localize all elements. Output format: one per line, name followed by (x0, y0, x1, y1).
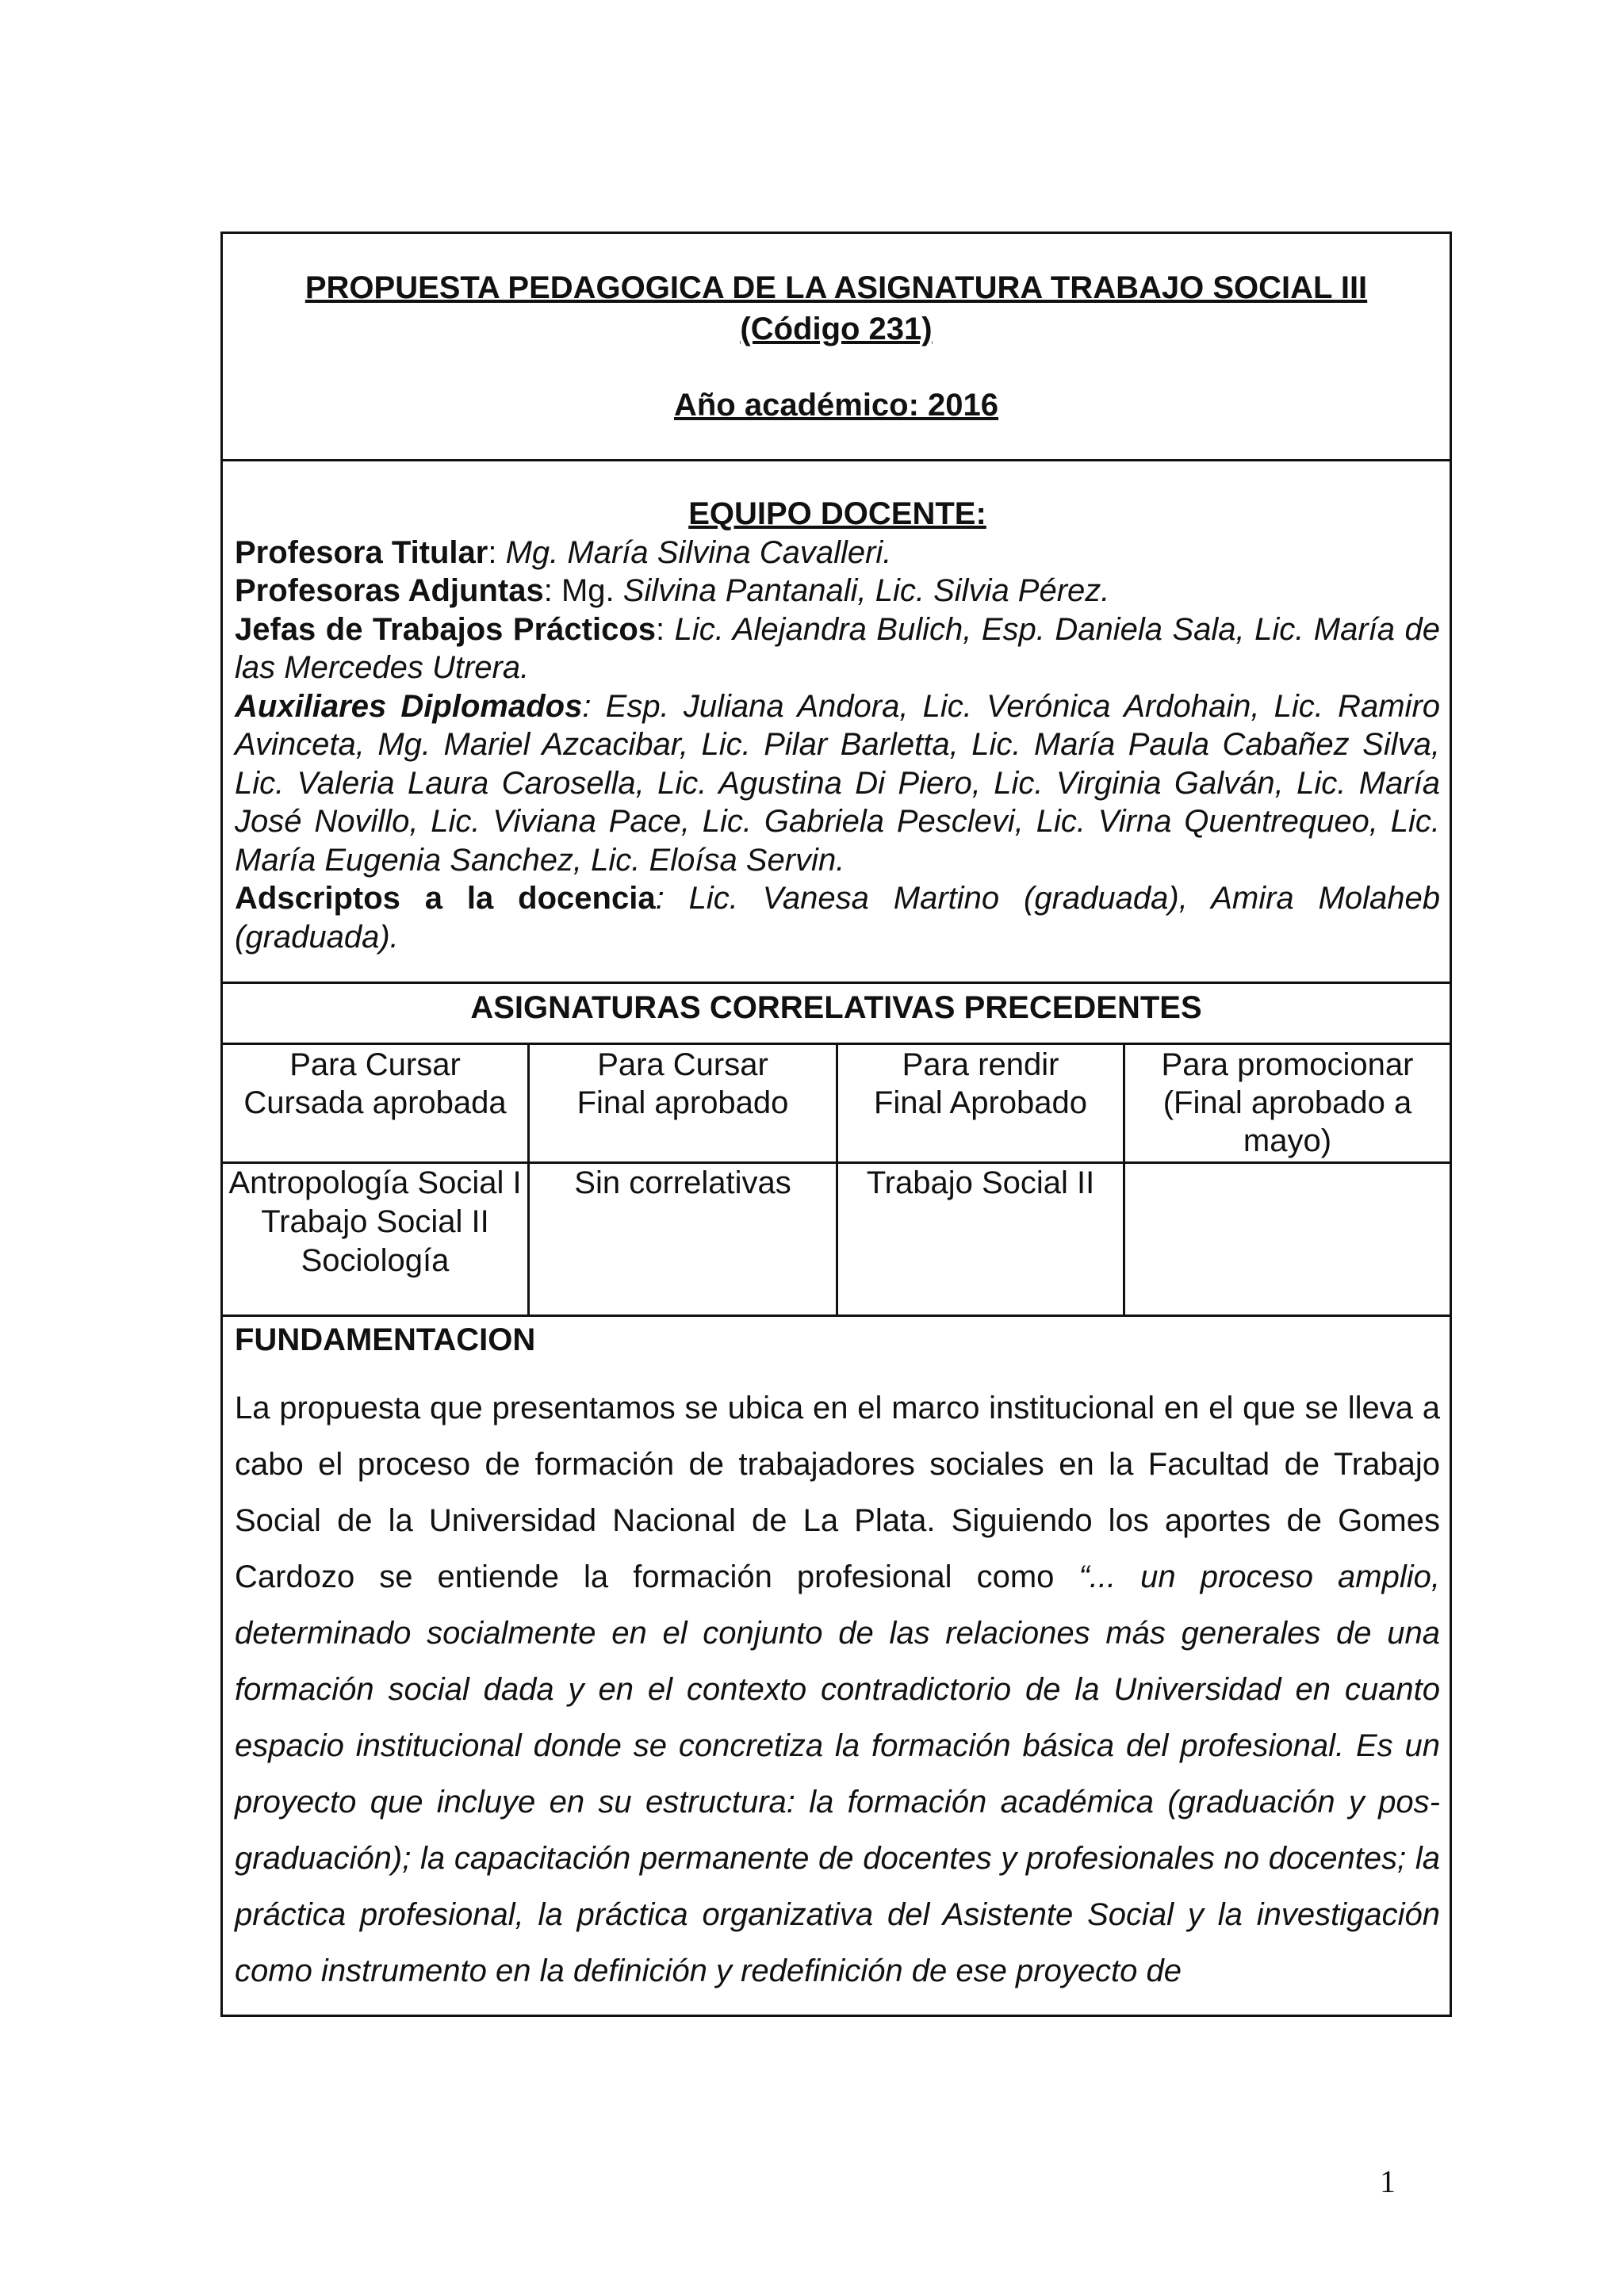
cell-rendir: Trabajo Social II (838, 1164, 1125, 1314)
adjuntas-value-prefix: Mg. (561, 573, 615, 608)
correlativas-header-row (223, 1045, 1450, 1164)
jtp-label: Jefas de Trabajos Prácticos (235, 611, 656, 647)
correlativas-heading: ASIGNATURAS CORRELATIVAS PRECEDENTES (223, 984, 1450, 1045)
auxiliares-row: Auxiliares Diplomados: Esp. Juliana Andora, Lic. Verónica Ardohain, Lic. Ramiro Avinceta, Mg. Mariel Azcacibar, Lic. Pilar Barletta, Lic. María Paula Cabañez Silva, Lic. Valeria Laura Carosella, Lic. Agustina Di Piero, Lic. Virginia Galván, Lic. María José Novillo, Lic. Viviana Pace, Lic. Gabriela Pesclevi, Lic. Virna Quentrequeo, Lic. María Eugenia Sanchez, Lic. Eloísa Servin. (235, 688, 1441, 878)
document-title: PROPUESTA PEDAGOGICA DE LA ASIGNATURA TRABAJO SOCIAL III (304, 270, 1368, 305)
document-frame (220, 232, 1452, 2017)
adjuntas-label: Profesoras Adjuntas (235, 573, 544, 608)
correlativas-value-row (223, 1164, 1450, 1314)
auxiliares-value: Esp. Juliana Andora, Lic. Verónica Ardohain, Lic. Ramiro Avinceta, Mg. Mariel Azcacibar, Lic. Pilar Barletta, Lic. María Paula Cabañez Silva, Lic. Valeria Laura Carosella, Lic. Agustina Di Piero, Lic. Virginia Galván, Lic. María José Novillo, Lic. Viviana Pace, Lic. Gabriela Pesclevi, Lic. Virna Quentrequeo, Lic. María Eugenia Sanchez, Lic. Eloísa Servin. (235, 688, 1441, 878)
jtp-value: Lic. Alejandra Bulich, Esp. Daniela Sala, Lic. María de las Mercedes Utrera. (235, 611, 1440, 685)
title-section (223, 234, 1450, 461)
fundamentacion-paragraph (235, 1380, 1440, 1999)
titular-value: Mg. María Silvina Cavalleri. (505, 534, 892, 570)
jtp-row: Jefas de Trabajos Prácticos: Lic. Alejandra Bulich, Esp. Daniela Sala, Lic. María de las Mercedes Utrera. (235, 611, 1440, 685)
col-header-promocionar: Para promocionar (Final aprobado a mayo) (1161, 1047, 1414, 1158)
cell-cursar-final: Sin correlativas (530, 1164, 838, 1314)
titular-row: Profesora Titular: Mg. María Silvina Cavalleri. (235, 534, 892, 570)
adscriptos-label: Adscriptos a la docencia (235, 881, 656, 916)
titular-label: Profesora Titular (235, 534, 488, 570)
col-header-cursar-cursada: Para Cursar Cursada aprobada (223, 1045, 530, 1161)
auxiliares-label: Auxiliares Diplomados (235, 688, 583, 724)
adscriptos-value: Lic. Vanesa Martino (graduada), Amira Molaheb (graduada). (235, 881, 1440, 955)
cell-cursar-cursada: Antropología Social I Trabajo Social II Sociología (223, 1164, 530, 1314)
subject-code: (Código 231) (740, 312, 933, 346)
adscriptos-row: Adscriptos a la docencia: Lic. Vanesa Martino (graduada), Amira Molaheb (graduada). (235, 881, 1440, 955)
col-header-rendir: Para rendir Final Aprobado (838, 1045, 1125, 1161)
fundamentacion-section (223, 1317, 1450, 2015)
fundamentacion-text: La propuesta que presentamos se ubica en el marco institucional en el que se lleva a cabo el proceso de formación de trabajadores sociales en la Facultad de Trabajo Social de la Universidad Nacional de La Plata. Siguiendo los aportes de Gomes Cardozo se entiende la formación profesional como (235, 1391, 1440, 1594)
correlativas-table (223, 1045, 1450, 1317)
teaching-team-heading: EQUIPO DOCENTE: (688, 496, 986, 531)
adjuntas-row: Profesoras Adjuntas: Mg. Silvina Pantanali, Lic. Silvia Pérez. (235, 573, 1110, 608)
academic-year: Año académico: 2016 (673, 388, 999, 423)
cell-promocionar (1125, 1164, 1450, 1314)
fundamentacion-quote: “... un proceso amplio, determinado socialmente en el conjunto de las relaciones más generales de una formación social dada y en el contexto contradictorio de la Universidad en cuanto espacio institucional donde se concretiza la formación básica del profesional. Es un proyecto que incluye en su estructura: la formación académica (graduación y pos-graduación); la capacitación permanente de docentes y profesionales no docentes; la práctica profesional, la práctica organizativa del Asistente Social y la investigación como instrumento en la definición y redefinición de ese proyecto de (235, 1559, 1440, 1988)
adjuntas-value: Silvina Pantanali, Lic. Silvia Pérez. (622, 573, 1110, 608)
page-number: 1 (1380, 2164, 1396, 2199)
fundamentacion-heading: FUNDAMENTACION (235, 1322, 536, 1357)
teaching-team-section (223, 461, 1450, 984)
col-header-cursar-final: Para Cursar Final aprobado (530, 1045, 838, 1161)
